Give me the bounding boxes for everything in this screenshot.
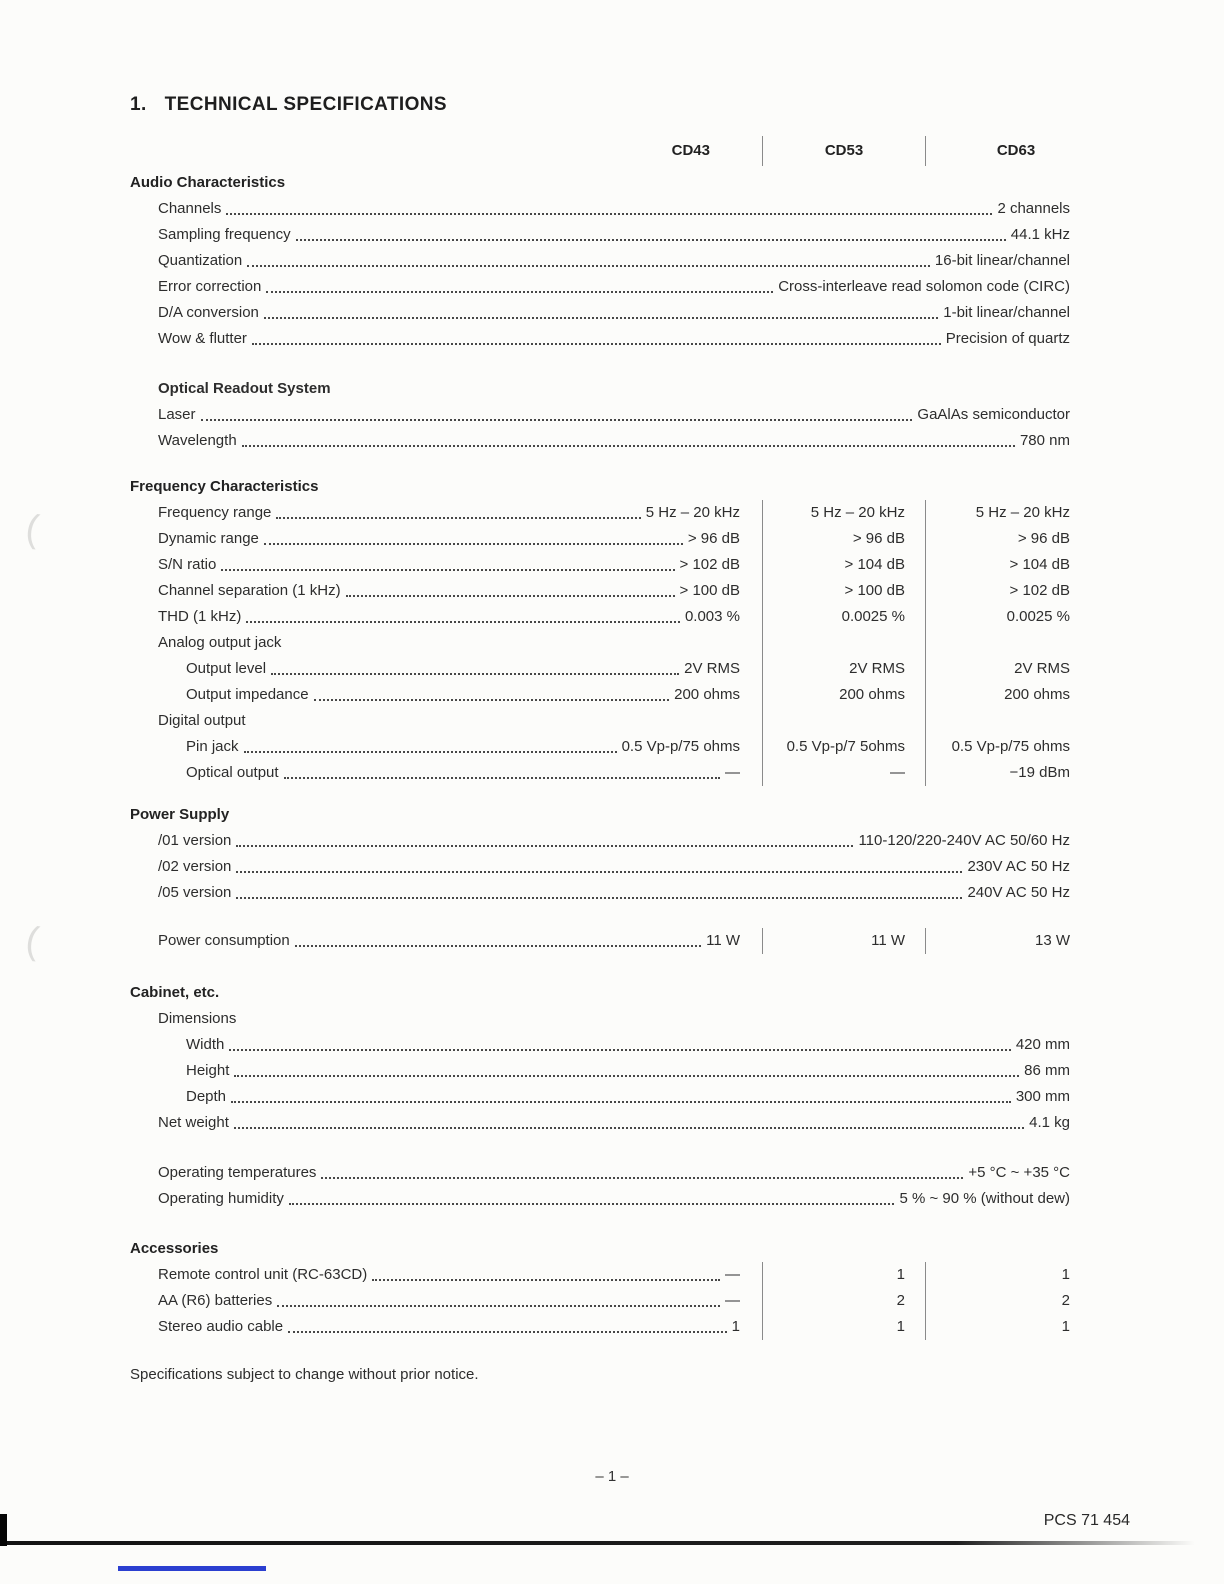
spec-row-main xyxy=(130,682,762,708)
spec-value-cd53: 2 xyxy=(762,1288,925,1314)
spec-row-main xyxy=(130,402,1070,428)
spec-row-main xyxy=(130,1160,1070,1186)
spec-section xyxy=(130,980,1070,1212)
spec-row-main xyxy=(130,1006,1070,1032)
dot-leader xyxy=(216,552,679,578)
spec-row-main xyxy=(130,1110,1070,1136)
dot-leader xyxy=(341,578,680,604)
dot-leader xyxy=(229,1058,1024,1084)
spec-value-cd43: — xyxy=(725,764,740,781)
spec-value-cd43: 4.1 kg xyxy=(1029,1114,1070,1131)
dot-leader xyxy=(196,402,918,428)
spec-row xyxy=(130,604,1070,630)
dot-leader xyxy=(247,326,946,352)
spec-value-cd43: 86 mm xyxy=(1024,1062,1070,1079)
spec-row-main xyxy=(130,1186,1070,1212)
spec-row xyxy=(130,1032,1070,1058)
section-heading: Cabinet, etc. xyxy=(130,984,220,1001)
spec-label: Wow & flutter xyxy=(158,330,247,347)
spec-value-cd53: 1 xyxy=(762,1262,925,1288)
dot-leader xyxy=(259,300,943,326)
dot-leader xyxy=(272,1288,725,1314)
spec-row xyxy=(130,196,1070,222)
spec-section xyxy=(130,474,1070,786)
column-header-cd43: CD43 xyxy=(671,142,710,159)
scan-artifact-blue-line xyxy=(118,1566,266,1571)
spec-value-cd53: 200 ohms xyxy=(762,682,925,708)
spec-row-main xyxy=(130,248,1070,274)
spec-value-cd43: 420 mm xyxy=(1015,1036,1070,1053)
spec-row-main xyxy=(130,604,762,630)
spec-value-cd43: > 96 dB xyxy=(687,530,740,547)
footer-note: Specifications subject to change without prior notice. xyxy=(130,1366,479,1383)
dot-leader xyxy=(279,760,725,786)
spec-label: Dynamic range xyxy=(158,530,259,547)
spec-row xyxy=(130,734,1070,760)
spec-row-main xyxy=(130,1058,1070,1084)
dot-leader xyxy=(316,1160,968,1186)
dot-leader xyxy=(241,604,685,630)
scan-artifact-blob xyxy=(0,1514,7,1546)
spec-row xyxy=(130,760,1070,786)
spec-value-cd43: 0.003 % xyxy=(684,608,740,625)
spec-value-cd63: 1 xyxy=(925,1314,1070,1340)
spec-label: Dimensions xyxy=(158,1010,237,1027)
spec-label: Laser xyxy=(158,406,196,423)
spec-label: Digital output xyxy=(158,712,246,729)
spec-value-cd43: 780 nm xyxy=(1019,432,1070,449)
spec-row-main xyxy=(130,854,1070,880)
spec-value-cd53: > 100 dB xyxy=(762,578,925,604)
page-title-text: TECHNICAL SPECIFICATIONS xyxy=(164,94,447,115)
spec-row-main xyxy=(130,760,762,786)
spec-label: Net weight xyxy=(158,1114,229,1131)
spec-row xyxy=(130,1288,1070,1314)
spec-row xyxy=(130,1058,1070,1084)
spec-value-cd63: > 96 dB xyxy=(925,526,1070,552)
spec-label: Frequency range xyxy=(158,504,272,521)
spec-row-main xyxy=(130,880,1070,906)
spec-label: Wavelength xyxy=(158,432,237,449)
dot-leader xyxy=(239,734,622,760)
dot-leader xyxy=(266,656,684,682)
spec-label: Error correction xyxy=(158,278,262,295)
spec-value-cd43: > 100 dB xyxy=(679,582,740,599)
spec-row-main xyxy=(130,656,762,682)
spec-value-cd63: 2V RMS xyxy=(925,656,1070,682)
spec-row xyxy=(130,1006,1070,1032)
spec-value-cd63 xyxy=(925,630,1070,656)
spec-row-main xyxy=(130,828,1070,854)
dot-leader xyxy=(283,1314,732,1340)
spec-row xyxy=(130,300,1070,326)
spec-value-cd63: −19 dBm xyxy=(925,760,1070,786)
spec-value-cd63: 13 W xyxy=(925,928,1070,954)
spec-label: Operating humidity xyxy=(158,1190,284,1207)
dot-leader xyxy=(271,500,645,526)
spec-label: S/N ratio xyxy=(158,556,217,573)
spec-value-cd43: 230V AC 50 Hz xyxy=(967,858,1070,875)
spec-row xyxy=(130,428,1070,454)
spec-value-cd63: > 102 dB xyxy=(925,578,1070,604)
dot-leader xyxy=(284,1186,900,1212)
spec-row-main xyxy=(130,300,1070,326)
dot-leader xyxy=(309,682,675,708)
spec-row xyxy=(130,376,1070,402)
spec-row xyxy=(130,1160,1070,1186)
dot-leader xyxy=(221,196,997,222)
spec-value-cd53 xyxy=(762,630,925,656)
dot-leader xyxy=(259,526,688,552)
spec-value-cd63: > 104 dB xyxy=(925,552,1070,578)
spec-section xyxy=(130,170,1070,454)
spec-row xyxy=(130,326,1070,352)
spec-label: Remote control unit (RC-63CD) xyxy=(158,1266,368,1283)
spec-value-cd43: 200 ohms xyxy=(674,686,740,703)
spec-row-main xyxy=(130,708,762,734)
page-number: – 1 – xyxy=(595,1468,629,1485)
spec-label: Width xyxy=(186,1036,225,1053)
spec-value-cd43: Cross-interleave read solomon code (CIRC) xyxy=(778,278,1070,295)
doc-code: PCS 71 454 xyxy=(1043,1512,1130,1529)
spec-value-cd43: 5 % ~ 90 % (without dew) xyxy=(899,1190,1070,1207)
spec-value-cd63 xyxy=(925,708,1070,734)
spec-value-cd43: +5 °C ~ +35 °C xyxy=(968,1164,1070,1181)
spec-row xyxy=(130,656,1070,682)
spec-row-main xyxy=(130,274,1070,300)
spec-row xyxy=(130,708,1070,734)
spec-row xyxy=(130,248,1070,274)
spec-row xyxy=(130,1110,1070,1136)
section-heading: Frequency Characteristics xyxy=(130,478,319,495)
spec-value-cd53 xyxy=(762,708,925,734)
spec-row xyxy=(130,630,1070,656)
spec-value-cd43: — xyxy=(725,1292,740,1309)
spec-value-cd63: 0.0025 % xyxy=(925,604,1070,630)
spec-row xyxy=(130,854,1070,880)
spec-label: AA (R6) batteries xyxy=(158,1292,273,1309)
spec-label: Output impedance xyxy=(186,686,309,703)
scan-artifact xyxy=(24,515,40,543)
dot-leader xyxy=(237,428,1020,454)
spec-value-cd53: 5 Hz – 20 kHz xyxy=(762,500,925,526)
spec-value-cd53: > 96 dB xyxy=(762,526,925,552)
spec-value-cd63: 1 xyxy=(925,1262,1070,1288)
spec-value-cd53: > 104 dB xyxy=(762,552,925,578)
spec-row xyxy=(130,578,1070,604)
spec-row xyxy=(130,828,1070,854)
section-heading: Accessories xyxy=(130,1240,219,1257)
spec-value-cd43: 44.1 kHz xyxy=(1010,226,1070,243)
section-heading: Power Supply xyxy=(130,806,230,823)
spec-row-main xyxy=(130,428,1070,454)
spec-row xyxy=(130,1314,1070,1340)
spec-value-cd43: 16-bit linear/channel xyxy=(934,252,1070,269)
spec-row xyxy=(130,1084,1070,1110)
spec-value-cd43: > 102 dB xyxy=(679,556,740,573)
spec-value-cd43: 1-bit linear/channel xyxy=(943,304,1070,321)
spec-label: Quantization xyxy=(158,252,243,269)
spec-row-main xyxy=(130,1314,762,1340)
spec-label: Height xyxy=(186,1062,230,1079)
dot-leader xyxy=(290,928,706,954)
spec-label: Power consumption xyxy=(158,932,290,949)
section-heading: Audio Characteristics xyxy=(130,174,286,191)
spec-row-main xyxy=(130,222,1070,248)
spec-row-main xyxy=(130,734,762,760)
spec-value-cd53: 0.5 Vp-p/7 5ohms xyxy=(762,734,925,760)
spec-value-cd53: 0.0025 % xyxy=(762,604,925,630)
spec-label: /05 version xyxy=(158,884,232,901)
spec-label: Depth xyxy=(186,1088,227,1105)
dot-leader xyxy=(231,880,967,906)
dot-leader xyxy=(242,248,935,274)
spec-row-main xyxy=(130,1262,762,1288)
column-header-cd63: CD63 xyxy=(925,136,1070,166)
spec-row xyxy=(130,526,1070,552)
spec-row-main xyxy=(130,578,762,604)
spec-value-cd43: GaAlAs semiconductor xyxy=(917,406,1070,423)
scan-artifact-line xyxy=(0,1541,1195,1545)
spec-label: Stereo audio cable xyxy=(158,1318,284,1335)
spec-row-main xyxy=(130,630,762,656)
scan-artifact xyxy=(24,927,40,955)
spec-row-main xyxy=(130,928,762,954)
spec-section xyxy=(130,802,1070,954)
spec-row xyxy=(130,500,1070,526)
dot-leader xyxy=(231,854,967,880)
spec-value-cd43: 1 xyxy=(731,1318,740,1335)
spec-value-cd43: — xyxy=(725,1266,740,1283)
spec-value-cd53: — xyxy=(762,760,925,786)
spec-row-main xyxy=(130,196,1070,222)
spec-value-cd63: 0.5 Vp-p/75 ohms xyxy=(925,734,1070,760)
spec-row-main xyxy=(130,526,762,552)
spec-value-cd43: Precision of quartz xyxy=(945,330,1070,347)
column-header-cd53: CD53 xyxy=(762,136,925,166)
model-column-header-row xyxy=(130,136,1070,166)
spec-label: Sampling frequency xyxy=(158,226,291,243)
dot-leader xyxy=(229,1110,1029,1136)
dot-leader xyxy=(231,828,858,854)
spec-row xyxy=(130,1262,1070,1288)
spec-row xyxy=(130,682,1070,708)
spec-value-cd53: 1 xyxy=(762,1314,925,1340)
spec-row xyxy=(130,880,1070,906)
page-title xyxy=(130,92,1070,118)
spec-value-cd43: 2 channels xyxy=(997,200,1070,217)
dot-leader xyxy=(224,1032,1015,1058)
spec-row xyxy=(130,928,1070,954)
spec-label: /01 version xyxy=(158,832,232,849)
spec-value-cd43: 0.5 Vp-p/75 ohms xyxy=(621,738,740,755)
spec-row xyxy=(130,274,1070,300)
spec-label: Pin jack xyxy=(186,738,239,755)
spec-row-main xyxy=(130,376,1070,402)
spec-label: Channels xyxy=(158,200,222,217)
spec-label: D/A conversion xyxy=(158,304,259,321)
spec-value-cd43: 2V RMS xyxy=(684,660,740,677)
spec-sections xyxy=(130,170,1070,1340)
spec-value-cd43: 5 Hz – 20 kHz xyxy=(645,504,740,521)
spec-row xyxy=(130,222,1070,248)
spec-row xyxy=(130,402,1070,428)
spec-row-main xyxy=(130,552,762,578)
spec-label: THD (1 kHz) xyxy=(158,608,242,625)
spec-value-cd63: 5 Hz – 20 kHz xyxy=(925,500,1070,526)
spec-section xyxy=(130,1236,1070,1340)
spec-value-cd43: 300 mm xyxy=(1015,1088,1070,1105)
spec-label: Output level xyxy=(186,660,267,677)
spec-value-cd53: 11 W xyxy=(762,928,925,954)
spec-label: /02 version xyxy=(158,858,232,875)
dot-leader xyxy=(261,274,778,300)
dot-leader xyxy=(367,1262,725,1288)
spec-label: Operating temperatures xyxy=(158,1164,317,1181)
dot-leader xyxy=(291,222,1011,248)
dot-leader xyxy=(226,1084,1016,1110)
spec-label: Optical output xyxy=(186,764,279,781)
spec-row-main xyxy=(130,326,1070,352)
spec-row-main xyxy=(130,1288,762,1314)
spec-row-main xyxy=(130,1032,1070,1058)
spec-value-cd53: 2V RMS xyxy=(762,656,925,682)
spec-row xyxy=(130,552,1070,578)
spec-row xyxy=(130,1186,1070,1212)
spec-label: Analog output jack xyxy=(158,634,282,651)
spec-value-cd43: 11 W xyxy=(706,932,740,949)
spec-value-cd43: 110-120/220-240V AC 50/60 Hz xyxy=(858,832,1070,849)
spec-value-cd63: 200 ohms xyxy=(925,682,1070,708)
spec-label: Channel separation (1 kHz) xyxy=(158,582,341,599)
spec-row-main xyxy=(130,1084,1070,1110)
spec-value-cd43: 240V AC 50 Hz xyxy=(967,884,1070,901)
spec-label: Optical Readout System xyxy=(158,380,331,397)
page-title-number: 1. xyxy=(130,94,147,115)
spec-value-cd63: 2 xyxy=(925,1288,1070,1314)
spec-row-main xyxy=(130,500,762,526)
